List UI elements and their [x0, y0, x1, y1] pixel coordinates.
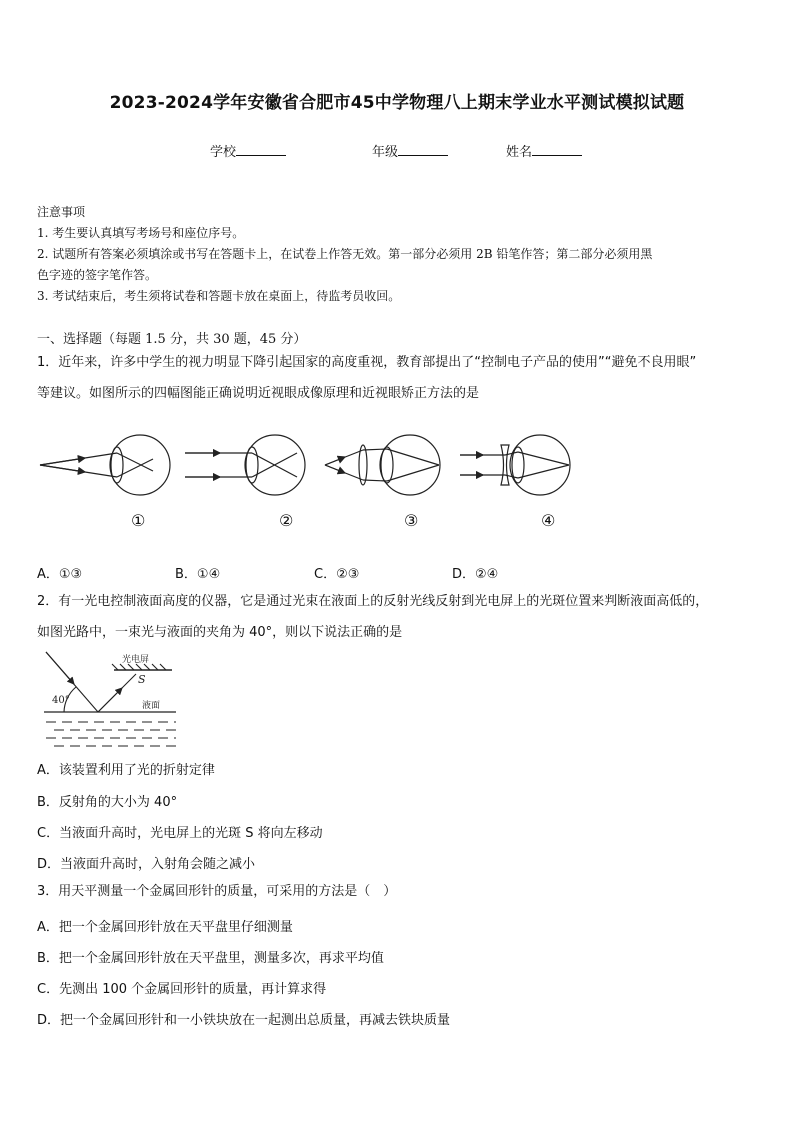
q1-text-line1: 1．近年来，许多中学生的视力明显下降引起国家的高度重视，教育部提出了“控制电子产品的使用”“避免不良用眼” — [37, 355, 697, 370]
grade-label: 年级 — [372, 145, 399, 160]
q1-eye-diagrams — [35, 425, 595, 505]
q3-option-d[interactable]: D．把一个金属回形针和一小铁块放在一起测出总质量，再减去铁块质量 — [37, 1013, 451, 1028]
page-title: 2023-2024学年安徽省合肥市45中学物理八上期末学业水平测试模拟试题 — [109, 93, 685, 113]
q1-option-b[interactable]: B．①④ — [175, 567, 221, 582]
liquid-label: 液面 — [142, 701, 161, 711]
q2-option-d[interactable]: D．当液面升高时，入射角会随之减小 — [37, 857, 256, 872]
name-blank[interactable] — [532, 143, 582, 156]
q3-text: 3．用天平测量一个金属回形针的质量，可采用的方法是（ ） — [37, 884, 397, 899]
q3-option-a[interactable]: A．把一个金属回形针放在天平盘里仔细测量 — [37, 920, 293, 935]
q2-text-line1: 2．有一光电控制液面高度的仪器，它是通过光束在液面上的反射光线反射到光电屏上的光斑位置来判断液面高低的， — [37, 594, 709, 609]
q1-option-c[interactable]: C．②③ — [314, 567, 360, 582]
q1-option-d[interactable]: D．②④ — [452, 567, 499, 582]
name-label: 姓名 — [506, 145, 533, 160]
q3-option-b[interactable]: B．把一个金属回形针放在天平盘里，测量多次，再求平均值 — [37, 951, 384, 966]
q2-text-line2: 如图光路中，一束光与液面的夹角为 40°，则以下说法正确的是 — [37, 625, 403, 640]
grade-field — [372, 141, 448, 160]
q2-option-a[interactable]: A．该装置利用了光的折射定律 — [37, 763, 215, 778]
eye-diagram-3 — [325, 435, 440, 495]
notice-item-3: 3. 考试结束后，考生须将试卷和答题卡放在桌面上，待监考员收回。 — [37, 289, 401, 303]
fig-label-2: ② — [279, 511, 294, 530]
eye-diagram-1 — [40, 435, 170, 495]
screen-label: 光电屏 — [122, 655, 150, 665]
fig-label-1: ① — [131, 511, 146, 530]
q3-option-c[interactable]: C．先测出 100 个金属回形针的质量，再计算求得 — [37, 982, 327, 997]
notice-item-2-cont: 色字迹的签字笔作答。 — [37, 268, 158, 282]
section-heading: 一、选择题（每题 1.5 分，共 30 题，45 分） — [37, 332, 307, 347]
q2-light-diagram — [42, 650, 182, 750]
grade-blank[interactable] — [398, 143, 448, 156]
fig-label-3: ③ — [404, 511, 419, 530]
q2-option-b[interactable]: B．反射角的大小为 40° — [37, 795, 178, 810]
q2-option-c[interactable]: C．当液面升高时，光电屏上的光斑 S 将向左移动 — [37, 826, 323, 841]
notice-heading: 注意事项 — [37, 205, 86, 219]
school-blank[interactable] — [236, 143, 286, 156]
eye-diagram-2 — [185, 435, 305, 495]
school-field — [210, 141, 286, 160]
notice-item-2: 2. 试题所有答案必须填涂或书写在答题卡上，在试卷上作答无效。第一部分必须用 2B 铅笔作答；第二部分必须用黑 — [37, 247, 653, 261]
name-field — [506, 141, 582, 160]
spot-label: S — [138, 673, 146, 686]
notice-item-1: 1. 考生要认真填写考场号和座位序号。 — [37, 226, 245, 240]
eye-diagram-4 — [460, 435, 570, 495]
school-label: 学校 — [210, 145, 237, 160]
q1-text-line2: 等建议。如图所示的四幅图能正确说明近视眼成像原理和近视眼矫正方法的是 — [37, 386, 480, 401]
q1-option-a[interactable]: A．①③ — [37, 567, 83, 582]
angle-label: 40° — [52, 695, 70, 706]
fig-label-4: ④ — [541, 511, 556, 530]
